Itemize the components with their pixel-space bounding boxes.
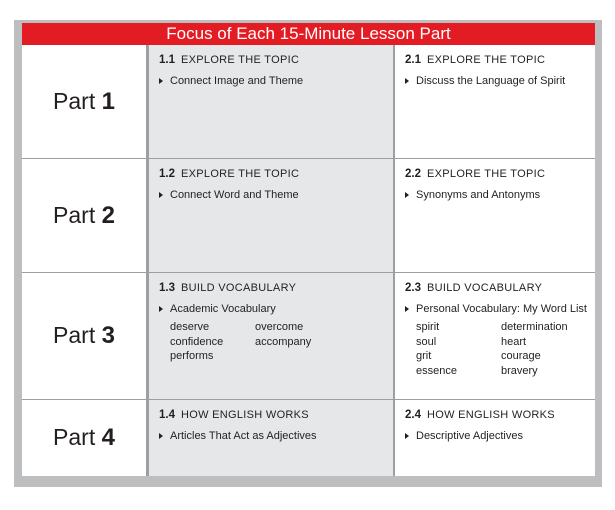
part-label: Part 1	[53, 87, 115, 115]
vocab-word: spirit	[416, 321, 440, 333]
lesson-heading: 1.1 EXPLORE THE TOPIC	[159, 54, 300, 66]
part-cell-3	[22, 273, 147, 400]
vocab-word: confidence	[170, 335, 224, 348]
lesson-heading: 2.3 BUILD VOCABULARY	[405, 282, 543, 294]
vocab-word: heart	[501, 335, 527, 348]
vocab-word: deserve	[170, 321, 210, 333]
table-title: Focus of Each 15-Minute Lesson Part	[22, 23, 595, 45]
lesson-heading: 1.3 BUILD VOCABULARY	[159, 282, 297, 294]
lesson-grid	[22, 45, 595, 476]
lesson-heading: 1.2 EXPLORE THE TOPIC	[159, 168, 300, 180]
bullet-icon	[405, 192, 409, 198]
lesson-heading: 1.4 HOW ENGLISH WORKS	[159, 409, 309, 421]
part-label: Part 4	[53, 424, 115, 451]
lesson-heading: 2.1 EXPLORE THE TOPIC	[405, 54, 546, 66]
bullet-icon	[159, 433, 163, 439]
vocab-word: performs	[170, 350, 214, 362]
bullet-icon	[405, 306, 409, 312]
lesson-item: Discuss the Language of Spirit	[405, 75, 595, 87]
vocab-word: determination	[501, 321, 568, 333]
lesson-cell-1-3	[147, 273, 395, 400]
vocab-word: overcome	[255, 321, 304, 333]
vocab-list	[416, 320, 595, 378]
part-cell-2	[22, 159, 147, 273]
lesson-cell-1-2	[147, 159, 395, 273]
lesson-item: Synonyms and Antonyms	[405, 189, 595, 201]
vocab-word: grit	[416, 350, 432, 362]
vocab-word: soul	[416, 335, 437, 348]
lesson-item: Personal Vocabulary: My Word List	[405, 303, 595, 315]
lesson-cell-2-1	[395, 45, 595, 159]
lesson-heading: 2.2 EXPLORE THE TOPIC	[405, 168, 546, 180]
lesson-cell-2-2	[395, 159, 595, 273]
bullet-icon	[159, 78, 163, 84]
lesson-cell-2-3	[395, 273, 595, 400]
lesson-item: Academic Vocabulary	[159, 303, 393, 315]
lesson-item: Connect Image and Theme	[159, 75, 393, 87]
lesson-cell-2-4	[395, 400, 595, 476]
part-cell-1	[22, 45, 147, 159]
vocab-word	[255, 349, 345, 364]
bullet-icon	[159, 306, 163, 312]
bullet-icon	[405, 433, 409, 439]
part-label: Part 2	[53, 201, 115, 229]
lesson-item: Descriptive Adjectives	[405, 430, 595, 442]
lesson-cell-1-4	[147, 400, 395, 476]
bullet-icon	[159, 192, 163, 198]
lesson-cell-1-1	[147, 45, 395, 159]
bullet-icon	[405, 78, 409, 84]
vocab-word: essence	[416, 364, 457, 377]
vocab-word: accompany	[255, 335, 312, 348]
vocab-word: courage	[501, 350, 541, 362]
lesson-item: Connect Word and Theme	[159, 189, 393, 201]
vocab-word: bravery	[501, 364, 538, 377]
vocab-list	[170, 320, 393, 364]
lesson-item: Articles That Act as Adjectives	[159, 430, 393, 442]
part-label: Part 3	[53, 322, 115, 349]
part-cell-4	[22, 400, 147, 476]
lesson-heading: 2.4 HOW ENGLISH WORKS	[405, 409, 555, 421]
